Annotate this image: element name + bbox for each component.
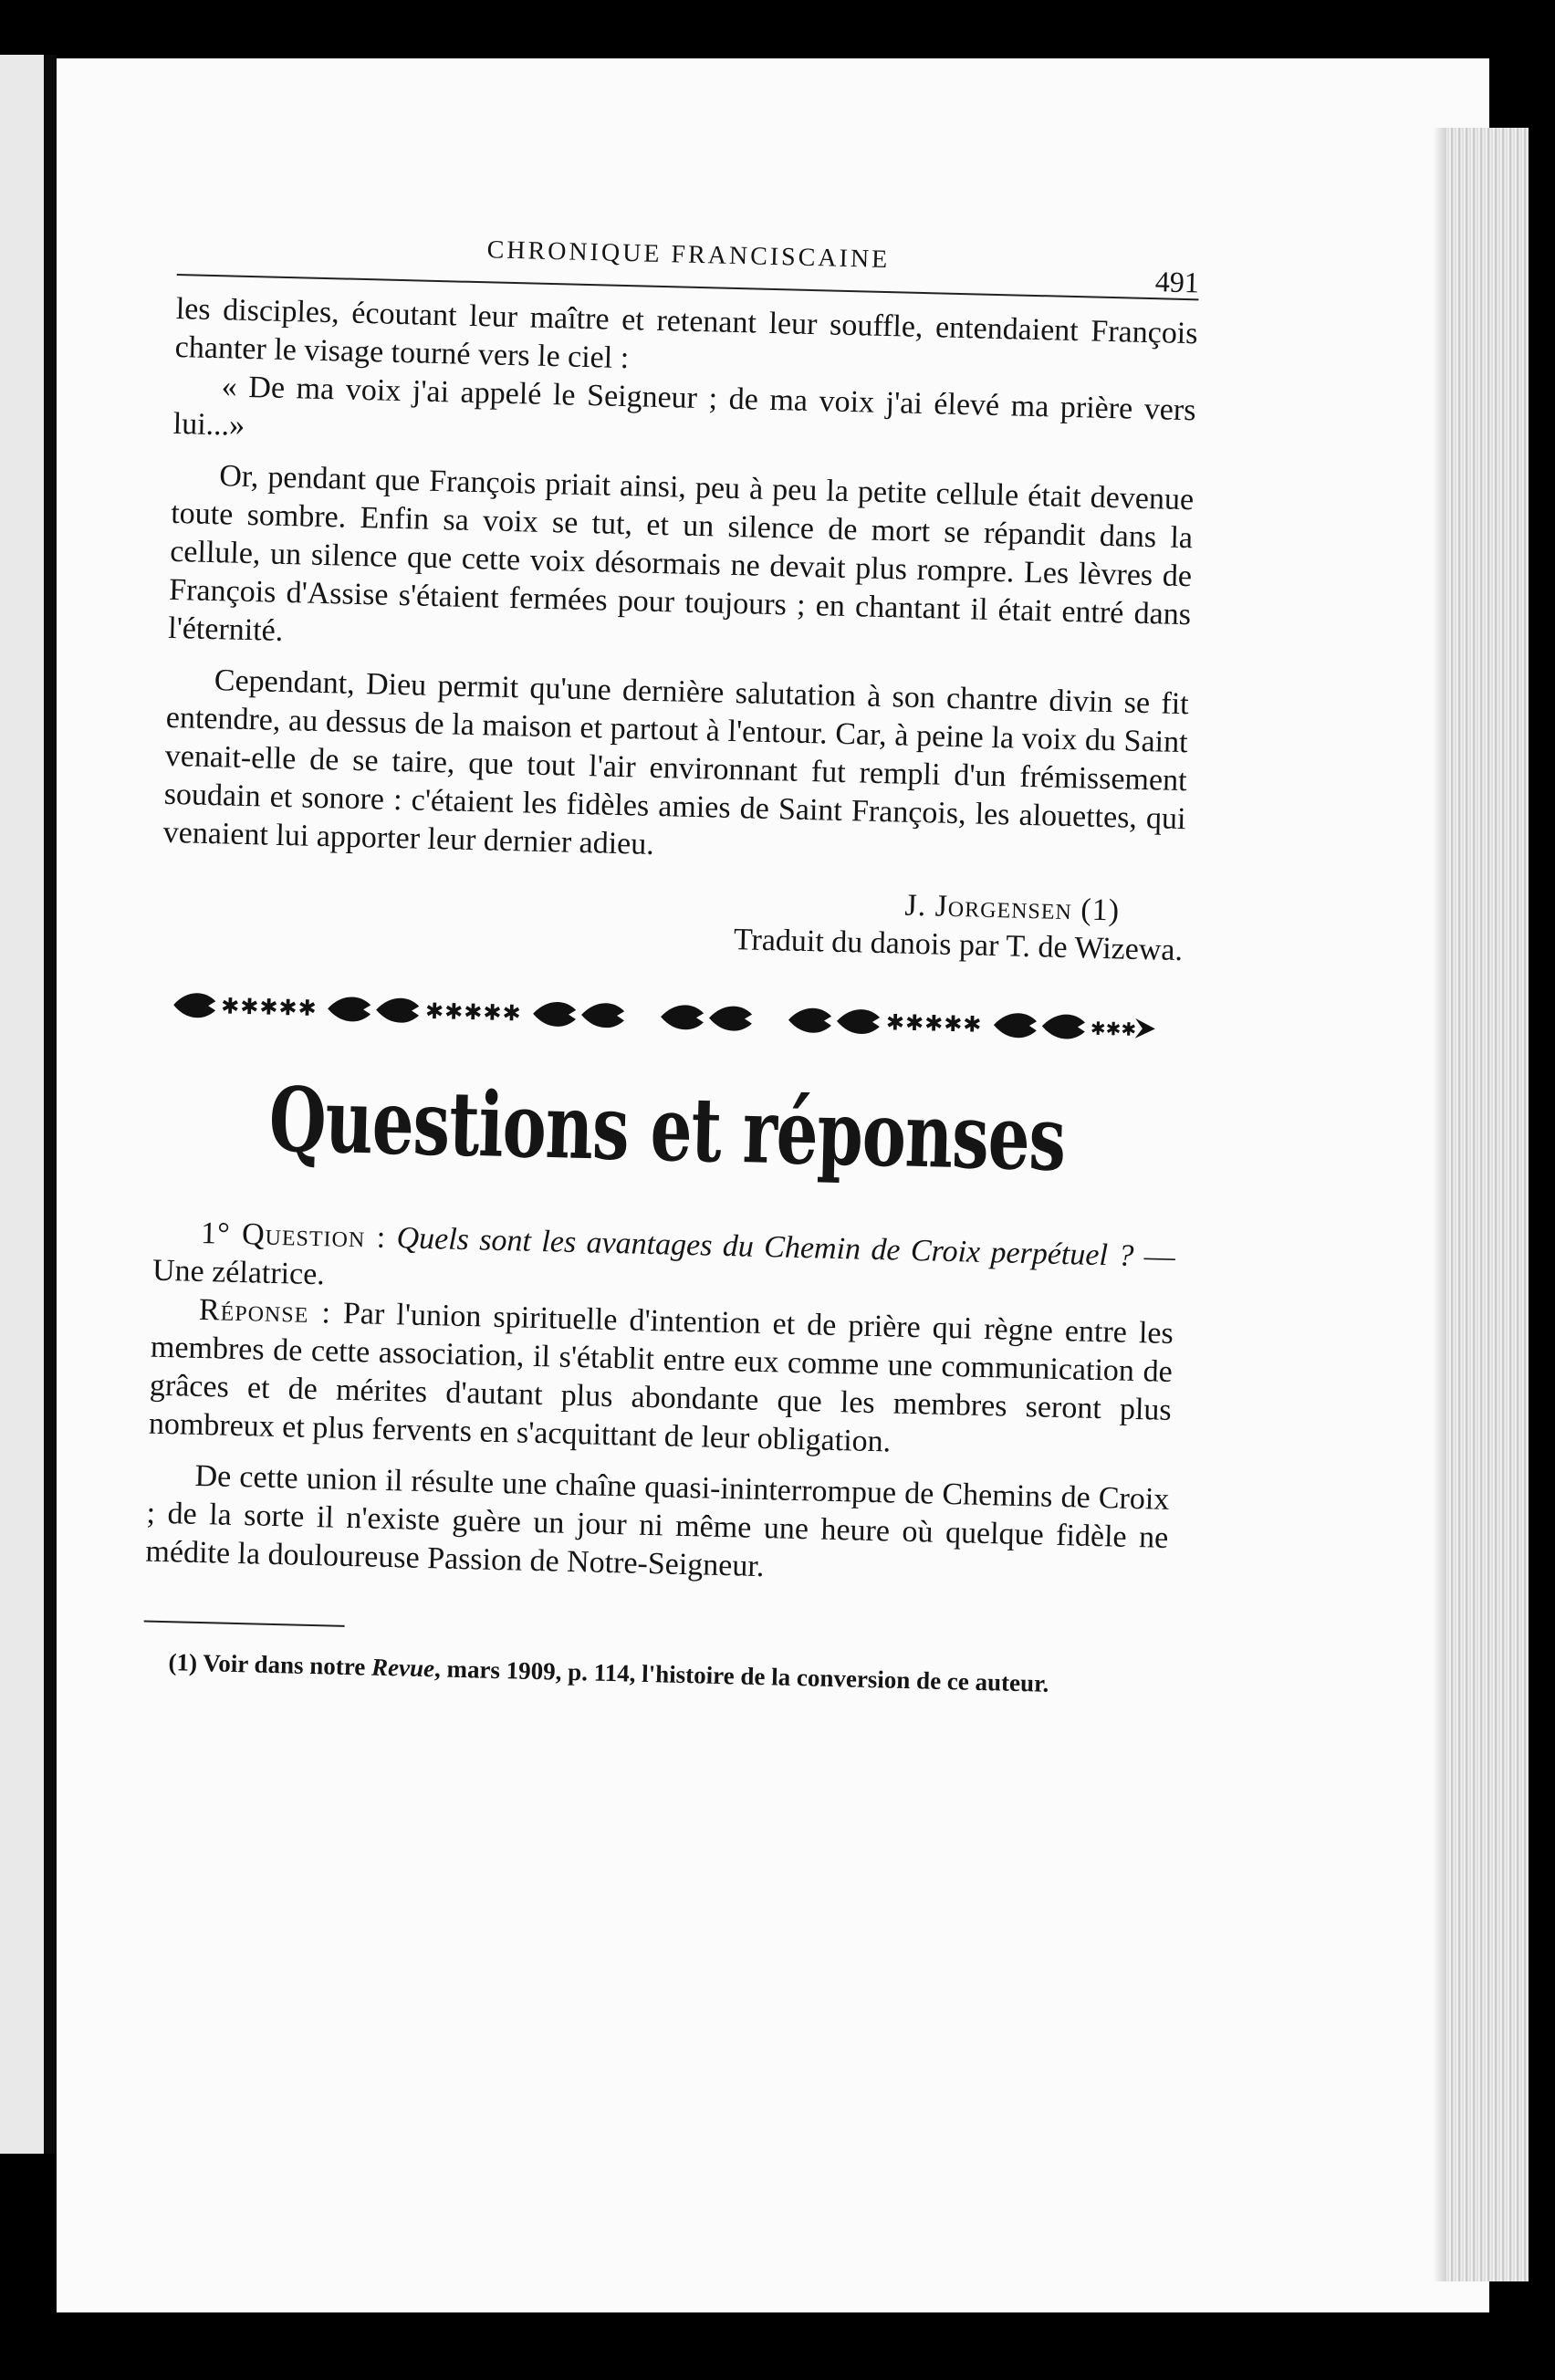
quotation: « De ma voix j'ai appelé le Seigneur ; de ma voix j'ai élevé ma prière vers lui...» [172,370,1196,443]
svg-text:✱✱✱✱✱: ✱✱✱✱✱ [885,1009,983,1038]
footnote-journal: Revue [370,1653,435,1683]
running-head: CHRONIQUE FRANCISCAINE [486,235,891,275]
author-signature: J. Jorgensen (1) [904,888,1121,928]
printed-page [134,228,1200,2041]
svg-text:✱✱✱✱✱: ✱✱✱✱✱ [424,997,522,1027]
question-attribution: — Une zélatrice. [151,1239,1176,1292]
paragraph: les disciples, écoutant leur maître et retenant leur souffle, entendaient François chanter le visage tourné vers le ciel : [174,291,1198,376]
answer-continued: De cette union il résulte une chaîne quasi-ininterrompue de Chemins de Croix ; de la sorte il n'existe guère un jour ni même une heure où quelque fidèle ne médite la douloureuse Passion de Notre-Seigneur. [145,1458,1170,1584]
footnote-text-after: , mars 1909, p. 114, l'histoire de la conversion de ce auteur. [433,1655,1049,1697]
article-body [162,290,1198,877]
svg-text:✱✱✱✱✱: ✱✱✱✱✱ [220,993,318,1021]
question-text: Quels sont les avantages du Chemin de Croix perpétuel ? [396,1221,1134,1273]
signature-block [161,869,1185,970]
page-edge-shadow [1433,128,1447,2281]
question-answer [145,1214,1175,1596]
ornamental-divider [159,984,1182,1050]
answer [148,1290,1174,1468]
gutter-shadow [44,55,57,2154]
paragraph: Cependant, Dieu permit qu'une dernière salutation à son chantre divin se fit entendre, au dessus de la maison et partout à l'entour. Car, à peine la voix du Saint venait-elle de se taire, que tout l'air environnant fut rempli d'un frémissement soudain et sonore : c'étaient les fidèles amies de Saint François, les alouettes, qui venaient lui apporter leur dernier adieu. [162,663,1190,861]
footnote-marker: (1) [168,1648,198,1676]
answer-text: Par l'union spirituelle d'intention et de prière qui règne entre les membres de cette association, il s'établit entre eux comme une communication de grâces et de mérites d'autant plus abondante que les membres seront plus nombreux et plus fervents en s'acquittant de leur obligation. [148,1296,1174,1459]
question-label: 1° Question : [200,1216,387,1255]
footnote [142,1646,1164,1702]
paragraph: Or, pendant que François priait ainsi, peu à peu la petite cellule était devenue toute sombre. Enfin sa voix se tut, et un silence de mort se répandit dans la cellule, un silence que cette voix désormais ne devait plus rompre. Les lèvres de François d'Assise s'étaient fermées pour toujours ; en chantant il était entré dans l'éternité. [167,459,1195,648]
ornament-band-icon [168,984,1173,1050]
page-number: 491 [1154,265,1200,299]
footnote-rule [144,1621,345,1627]
footnote-text-before: Voir dans notre [202,1649,366,1681]
left-page-strip [0,55,44,2154]
translator-credit: Traduit du danois par T. de Wizewa. [733,923,1184,968]
svg-text:✱✱✱: ✱✱✱ [1090,1017,1137,1040]
answer-label: Réponse : [198,1292,332,1331]
page-edge-stack [1446,128,1529,2281]
section-title: Questions et réponses [267,1066,1067,1191]
